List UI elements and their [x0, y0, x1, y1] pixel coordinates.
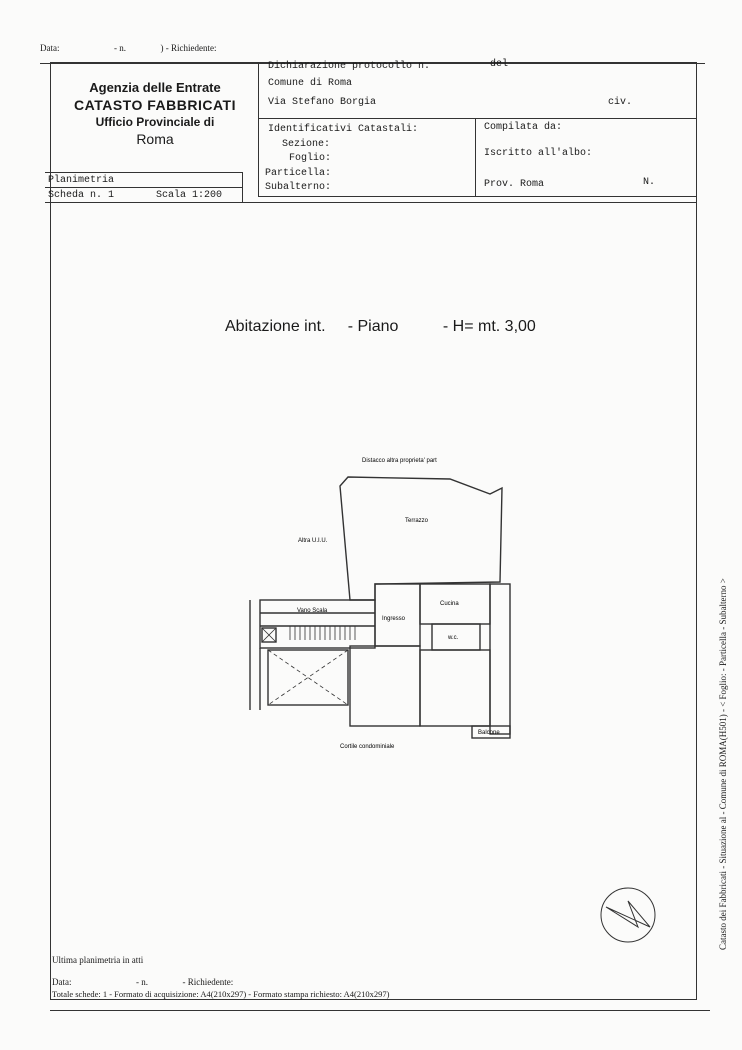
header-divider-h3	[45, 172, 242, 173]
prov-label: Prov. Roma	[484, 179, 545, 190]
compilata-label: Compilata da:	[484, 122, 563, 133]
agency-block	[60, 80, 250, 147]
footer-line	[50, 1010, 710, 1011]
label-cucina: Cucina	[440, 601, 459, 607]
top-data-label: Data:	[40, 43, 60, 53]
n-label: N.	[643, 177, 656, 188]
office-label: Ufficio Provinciale di	[95, 115, 215, 129]
label-distacco: Distacco altra proprieta' part	[362, 458, 437, 464]
scala-label: Scala 1:200	[156, 190, 223, 201]
footer-requester-label: - Richiedente:	[182, 977, 234, 987]
top-info-line	[40, 43, 216, 53]
label-balcone: Balcone	[478, 730, 500, 736]
catasto-title: CATASTO FABBRICATI	[74, 97, 236, 113]
room-right	[420, 650, 490, 726]
sezione-label: Sezione:	[282, 139, 331, 150]
identifiers-heading: Identificativi Catastali:	[268, 124, 419, 135]
label-ingresso: Ingresso	[382, 616, 406, 622]
ultima-planimetria: Ultima planimetria in atti	[52, 955, 144, 965]
civ-label: civ.	[608, 97, 633, 108]
footer-n-label: - n.	[136, 977, 148, 987]
top-n-label: - n.	[114, 43, 126, 53]
footer-data-label: Data:	[52, 977, 72, 987]
header-divider-h2	[258, 196, 697, 197]
agency-name: Agenzia delle Entrate	[89, 80, 221, 95]
del-label: del	[490, 59, 509, 70]
planimetria-label: Planimetria	[48, 175, 115, 186]
room-left	[350, 646, 420, 726]
label-wc: w.c.	[448, 635, 459, 641]
street: Via Stefano Borgia	[268, 97, 377, 108]
particella-label: Particella:	[265, 168, 332, 179]
label-vano-scala: Vano Scala	[297, 608, 328, 614]
footer-totale: Totale schede: 1 - Formato di acquisizione: A4(210x297) - Formato stampa richiesto: A4(210x297)	[52, 989, 390, 999]
protocol-label: Dichiarazione protocollo n.	[268, 61, 431, 72]
header-divider-h4	[45, 187, 242, 188]
iscritto-label: Iscritto all'albo:	[484, 148, 593, 159]
top-requester-label: ) - Richiedente:	[160, 43, 217, 53]
side-cadastral-text: Catasto dei Fabbricati - Situazione al - Comune di ROMA(H501) - < Foglio: - Particella - Subalterno >	[718, 578, 728, 950]
label-terrazzo: Terrazzo	[405, 518, 429, 524]
header-divider-v2	[475, 118, 476, 197]
balcony-strip	[490, 584, 510, 734]
header-divider-v1	[258, 62, 259, 197]
north-arrow-icon	[598, 885, 658, 945]
header-divider-v3	[242, 172, 243, 202]
header-divider-h1	[258, 118, 697, 119]
municipality: Comune di Roma	[268, 78, 353, 89]
floor-plan	[240, 450, 530, 760]
ingresso-room	[375, 584, 420, 646]
footer-data-line	[52, 977, 233, 987]
subalterno-label: Subalterno:	[265, 182, 332, 193]
plan-title: Abitazione int. - Piano - H= mt. 3,00	[225, 318, 536, 335]
terrace-outline	[340, 477, 502, 600]
office-city: Roma	[136, 131, 174, 147]
scheda-label: Scheda n. 1	[48, 190, 115, 201]
header-divider-h5	[45, 202, 697, 203]
foglio-label: Foglio:	[289, 153, 332, 164]
label-cortile: Cortile condominiale	[340, 744, 395, 750]
label-altra-uiu: Altra U.I.U.	[298, 538, 328, 544]
